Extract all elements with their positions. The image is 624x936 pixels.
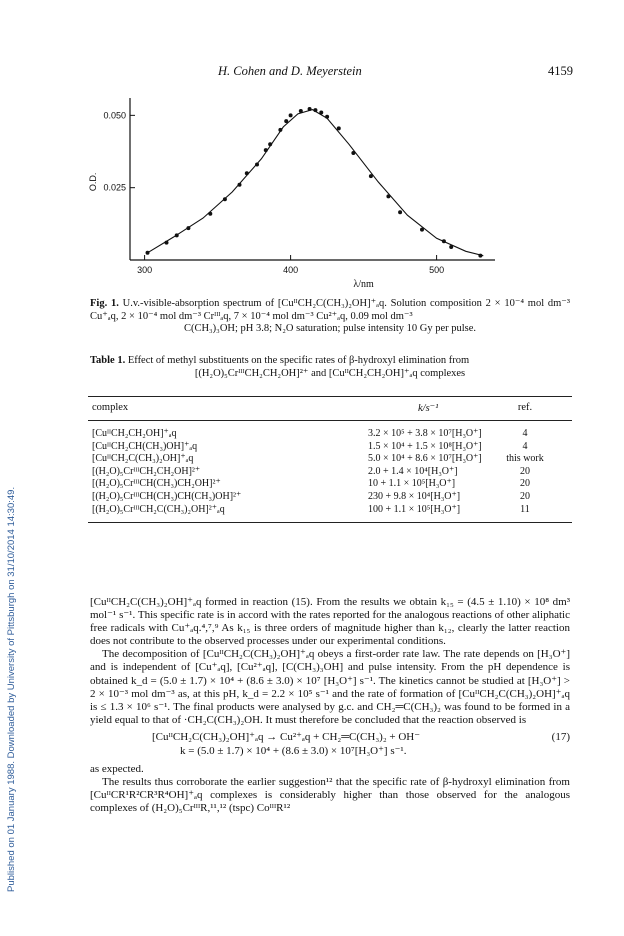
table-caption [90, 355, 570, 380]
data-point [420, 228, 424, 232]
cell-complex: [CuᴵᴵCH₂CH(CH₃)OH]⁺ₐq [92, 440, 198, 452]
figure-caption-line2: C(CH₃)₃OH; pH 3.8; N₂O saturation; pulse intensity 10 Gy per pulse. [183, 323, 477, 334]
table-label: Table 1. [90, 355, 126, 366]
data-point [278, 128, 282, 132]
data-point [449, 245, 453, 249]
cell-ref: this work [506, 453, 544, 465]
data-point [308, 107, 312, 111]
data-point [264, 148, 268, 152]
cell-complex: [CuᴵᴵCH₂CH₂OH]⁺ₐq [92, 428, 177, 439]
absorption-spectrum-chart [80, 90, 520, 290]
data-point [351, 151, 355, 155]
data-point [146, 251, 150, 255]
paragraph: as expected. [90, 762, 144, 775]
table-caption-line2: [(H₂O)₅CrᴵᴵᴵCH₂CH₂OH]²⁺ and [CuᴵᴵCH₂CH₂OH]⁺ₐq complexes [194, 367, 466, 379]
data-point [284, 119, 288, 123]
figure-caption-line1: U.v.-visible-absorption spectrum of [CuᴵᴵCH₂C(CH₃)₂OH]⁺ₐq. Solution composition 2 × 10⁻⁴ mol dm⁻³ Cu⁺ₐq, 2 × 10⁻⁴ mol dm⁻³ Crᴵᴵᴵₐq, 7 × 10⁻⁴ mol dm⁻³ Cu²⁺ₐq, 0.09 mol dm⁻³ [90, 298, 570, 322]
x-tick-label: 500 [429, 265, 445, 275]
body-text [90, 596, 570, 815]
data-point [165, 241, 169, 245]
data-point [386, 194, 390, 198]
cell-complex: [(H₂O)₅CrᴵᴵᴵCH(CH₃)CH(CH₃)OH]²⁺ [92, 490, 242, 502]
data-point [268, 142, 272, 146]
table-row [88, 504, 572, 517]
rate-equation [90, 745, 570, 759]
table-row [88, 478, 572, 491]
cell-ref: 4 [522, 440, 528, 452]
table-row [88, 453, 572, 466]
cell-complex: [(H₂O)₅CrᴵᴵᴵCH(CH₃)CH₂OH]²⁺ [92, 478, 221, 490]
paragraph: The decomposition of [CuᴵᴵCH₂C(CH₃)₂OH]⁺ₐq obeys a first-order rate law. The rate depends on [H₃O⁺] and is independent of [Cu⁺ₐq], [Cu²⁺ₐq], [C(CH₃)₃OH] and pulse intensity. From the pH dependence is obtained k_d = (5.0 ± 1.7) × 10⁴ + (8.6 ± 3.0) × 10⁷ [H₃O⁺] s⁻¹. The kinetics cannot be studied at [H₃O⁺] > 2 × 10⁻³ mol dm⁻³ as, at this pH, k_d = 2.2 × 10⁵ s⁻¹ and the rate of formation of [CuᴵᴵCH₂C(CH₃)₂OH]⁺ₐq is ≤ 1.3 × 10⁶ s⁻¹. The final products were analysed by g.c. and CH₂═C(CH₃)₂ was found to be formed in a yield equal to that of ·CH₂C(CH₃)₂OH. It must therefore be concluded that the reaction observed is [90, 648, 570, 726]
x-tick-label: 300 [137, 265, 153, 275]
table-row [88, 428, 572, 441]
data-point [478, 254, 482, 258]
paragraph: The results thus corroborate the earlier suggestion¹² that the specific rate of β-hydroxyl elimination from [CuᴵᴵCR¹R²CR³R⁴OH]⁺ₐq complexes is considerably higher than those observed for the analogous complexes of (H₂O)₅CrᴵᴵᴵR,¹¹,¹² (tspc) CoᴵᴵᴵR¹² [90, 776, 570, 815]
table-top-rule [88, 396, 572, 397]
data-point [337, 126, 341, 130]
publication-notice[interactable]: Published on 01 January 1988. Downloaded by University of Pittsburgh on 31/10/2014 14:30:49. [6, 486, 17, 892]
cell-complex: [CuᴵᴵCH₂C(CH₃)₂OH]⁺ₐq [92, 453, 194, 465]
cell-k: 1.5 × 10⁴ + 1.5 × 10⁸[H₃O⁺] [368, 440, 482, 452]
y-tick-label: 0.025 [103, 182, 126, 193]
publication-sidebar [6, 150, 20, 892]
cell-k: 2.0 + 1.4 × 10⁴[H₃O⁺] [368, 465, 458, 477]
data-point [223, 197, 227, 201]
fitted-curve [148, 110, 484, 256]
cell-k: 3.2 × 10⁵ + 3.8 × 10⁷[H₃O⁺] [368, 428, 482, 439]
table-bottom-rule [88, 522, 572, 523]
cell-ref: 20 [520, 490, 530, 502]
data-point [255, 163, 259, 167]
cell-ref: 20 [520, 465, 530, 477]
cell-k: 10 + 1.1 × 10⁵[H₃O⁺] [368, 478, 456, 490]
cell-k: 100 + 1.1 × 10⁵[H₃O⁺] [368, 503, 461, 515]
cell-ref: 11 [520, 503, 530, 515]
y-tick-label: 0.050 [103, 110, 126, 121]
table-header [88, 402, 572, 416]
data-point [208, 212, 212, 216]
table-row [88, 491, 572, 504]
cell-ref: 20 [520, 478, 530, 490]
figure-label: Fig. 1. [90, 298, 119, 309]
table-body [88, 428, 572, 516]
header-ref: ref. [517, 402, 533, 413]
data-point [325, 115, 329, 119]
cell-k: 230 + 9.8 × 10⁴[H₃O⁺] [368, 490, 461, 502]
equation-17-number: (17) [551, 730, 570, 743]
cell-complex: [(H₂O)₅CrᴵᴵᴵCH₂C(CH₃)₂OH]²⁺ₐq [92, 503, 225, 515]
data-point [369, 174, 373, 178]
data-point [289, 113, 293, 117]
header-k: k/s⁻¹ [418, 403, 439, 414]
equation-17 [90, 731, 570, 745]
table-row [88, 466, 572, 479]
page-number: 4159 [548, 64, 573, 78]
data-point [238, 183, 242, 187]
equation-17-text: [CuᴵᴵCH₂C(CH₃)₂OH]⁺ₐq → Cu²⁺ₐq + CH₂═C(CH₃)₂ + OH⁻ [152, 730, 421, 743]
data-point [319, 110, 323, 114]
figure-caption [90, 298, 570, 336]
y-axis-label: O.D. [88, 172, 98, 192]
running-head-authors: H. Cohen and D. Meyerstein [218, 64, 362, 78]
data-point [313, 108, 317, 112]
data-point [175, 233, 179, 237]
rate-equation-text: k = (5.0 ± 1.7) × 10⁴ + (8.6 ± 3.0) × 10⁷[H₃O⁺] s⁻¹. [180, 744, 407, 757]
cell-k: 5.0 × 10⁴ + 8.6 × 10⁷[H₃O⁺] [368, 453, 482, 465]
table-caption-line1: Effect of methyl substituents on the specific rates of β-hydroxyl elimination from [127, 355, 470, 366]
header-complex: complex [92, 402, 129, 413]
data-point [442, 239, 446, 243]
data-point [245, 171, 249, 175]
cell-complex: [(H₂O)₅CrᴵᴵᴵCH₂CH₂OH]²⁺ [92, 465, 201, 477]
table-row [88, 441, 572, 454]
data-point [398, 210, 402, 214]
x-tick-label: 400 [283, 265, 299, 275]
cell-ref: 4 [522, 428, 528, 439]
paragraph: [CuᴵᴵCH₂C(CH₃)₂OH]⁺ₐq formed in reaction (15). From the results we obtain k₁₅ = (4.5 ± 1.10) × 10⁸ dm³ mol⁻¹ s⁻¹. This specific rate is in accord with the rates reported for the analogous reactions of other aliphatic free radicals with Cu⁺ₐq.⁴,⁷,⁹ As k₁₅ is three orders of magnitude higher than k₁₂, clearly the latter reaction does not contribute to the observed processes under our experimental conditions. [90, 596, 570, 648]
table-header-rule [88, 420, 572, 421]
data-point [186, 226, 190, 230]
x-axis-label: λ/nm [353, 279, 374, 290]
data-point [299, 109, 303, 113]
